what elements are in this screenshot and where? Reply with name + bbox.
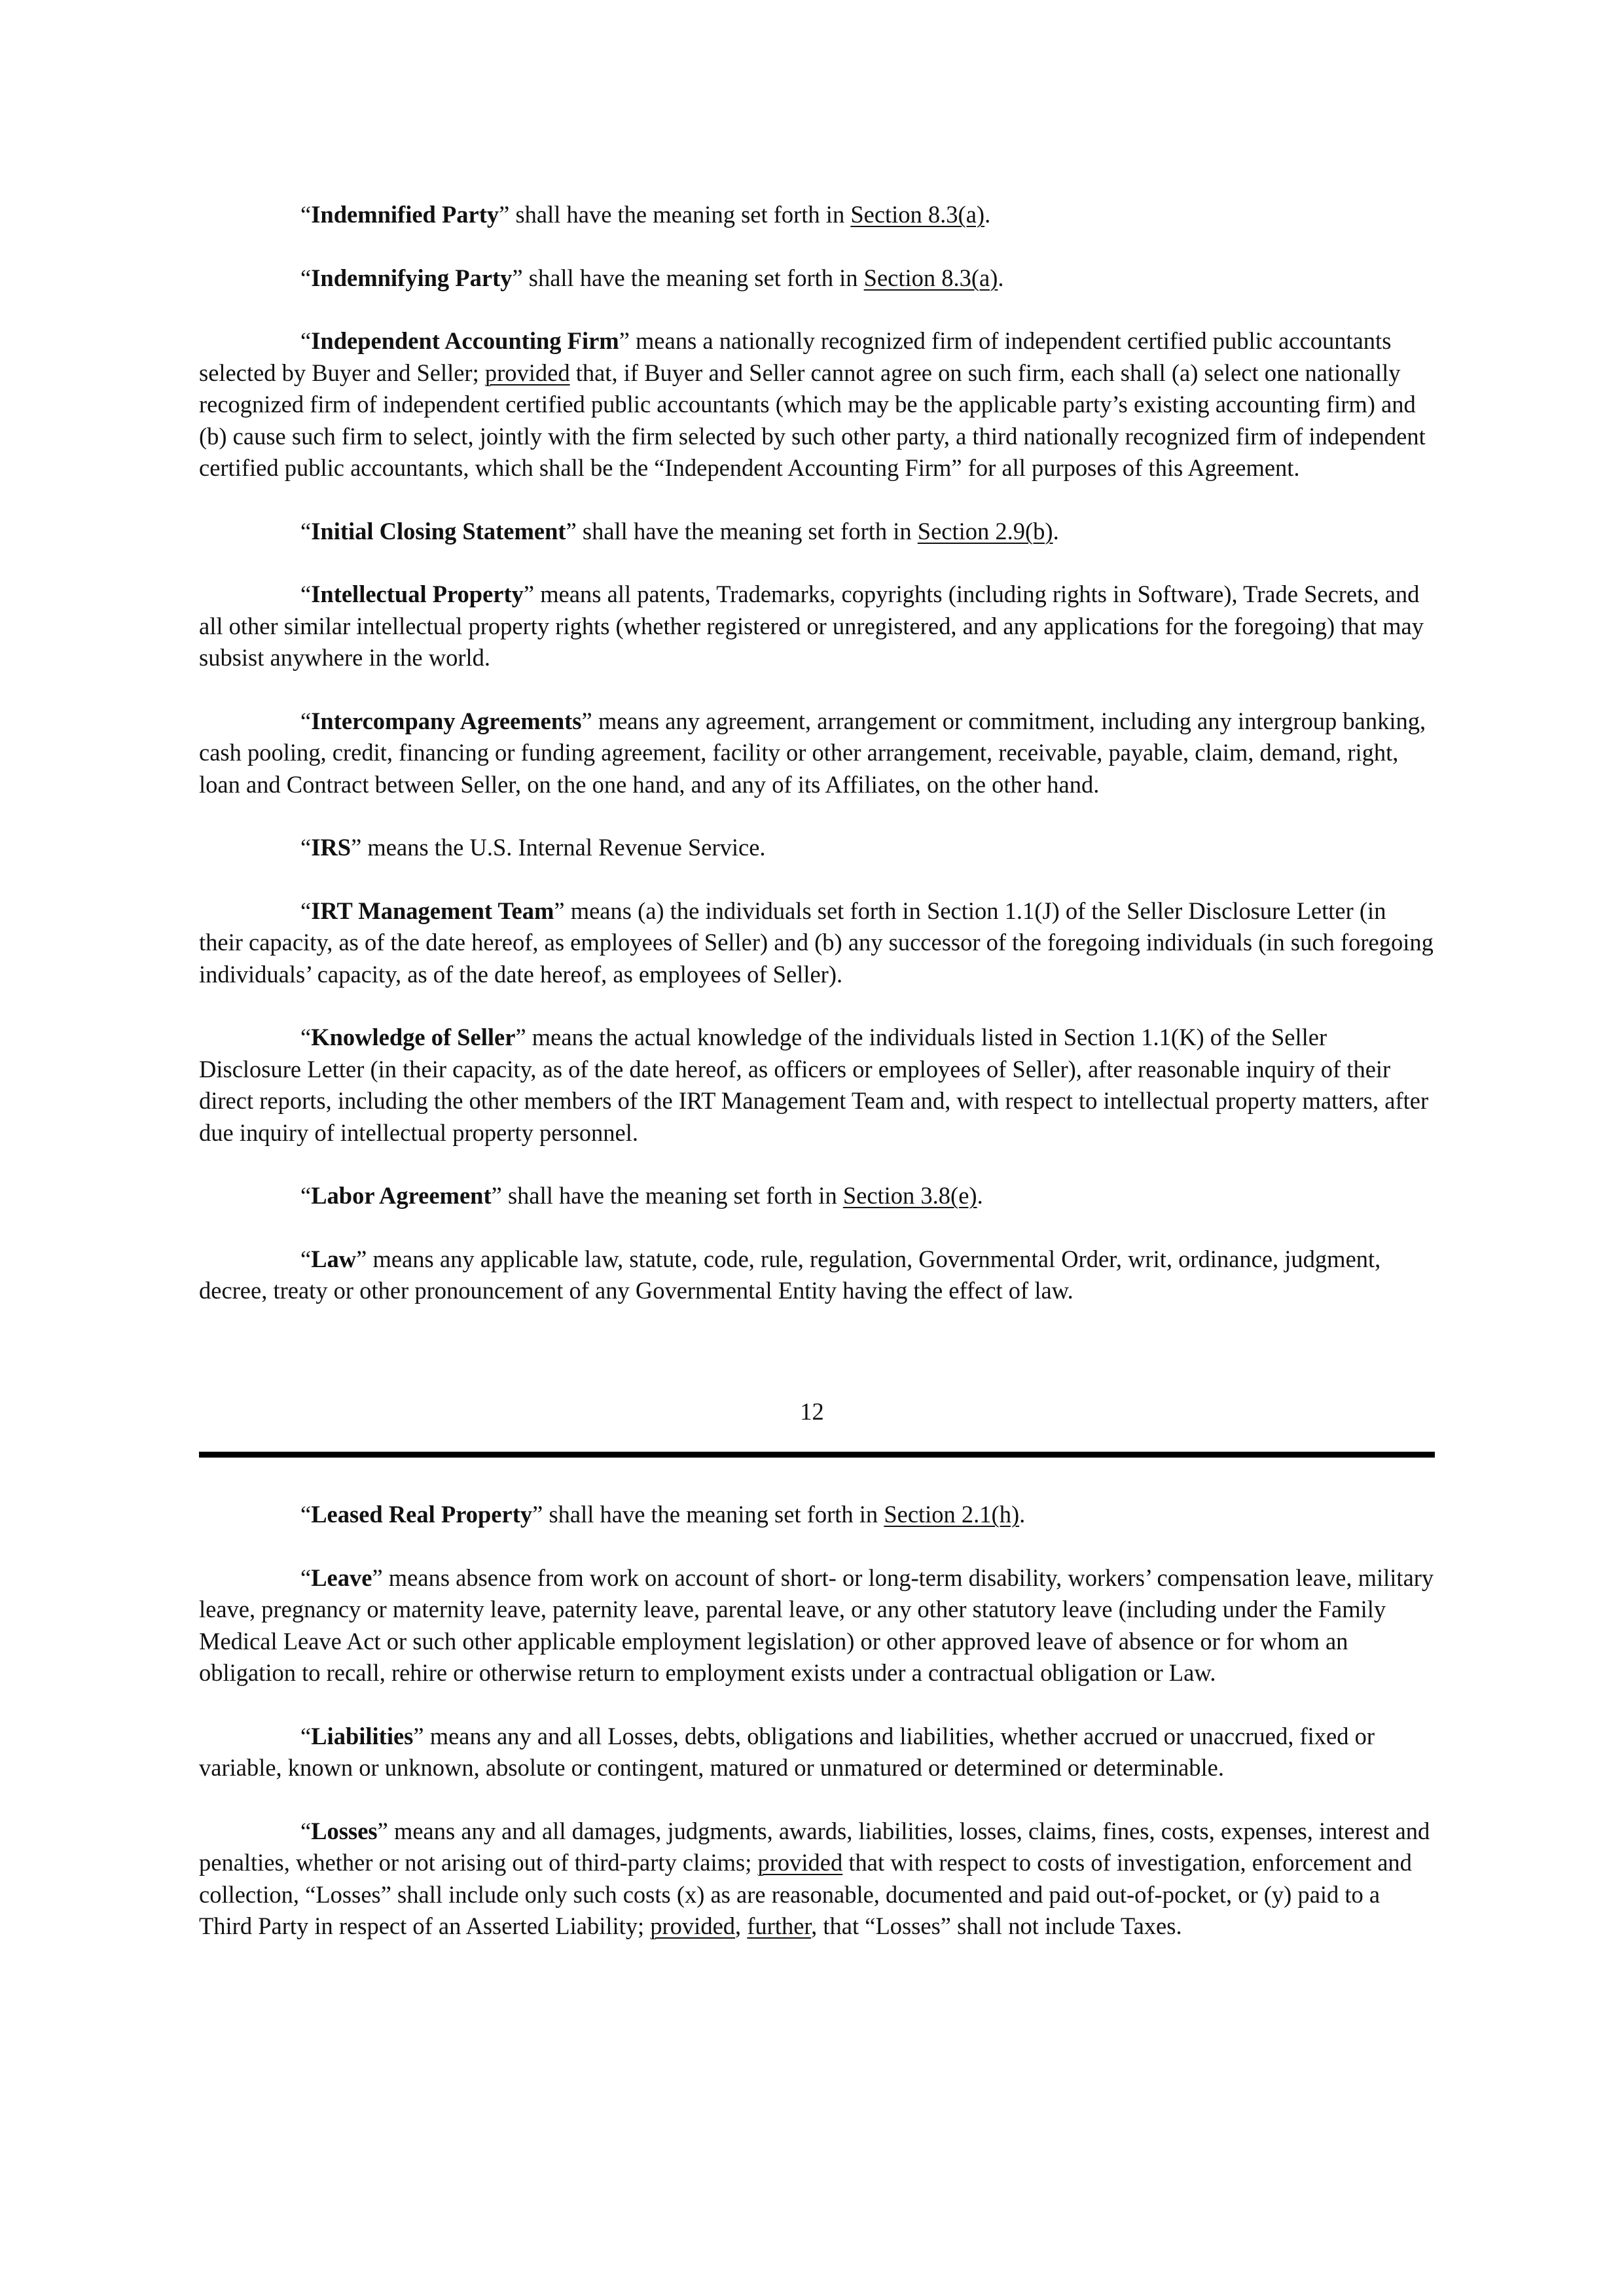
proviso-underline: provided <box>484 359 570 386</box>
definition-independent-accounting-firm: “Independent Accounting Firm” means a nationally recognized firm of independent certified public accountants selected by Buyer and Seller; provided that, if Buyer and Seller cannot agree on such firm, each shall (a) select one nationally recognized firm of independent certified public accountants (which may be the applicable party’s existing accounting firm) and (b) cause such firm to select, jointly with the firm selected by such other party, a third nationally recognized firm of independent certified public accountants, which shall be the “Independent Accounting Firm” for all purposes of this Agreement. <box>199 327 1426 481</box>
definition-knowledge-of-seller: “Knowledge of Seller” means the actual knowledge of the individuals listed in Section 1.1(K) of the Seller Disclosure Letter (in their capacity, as of the date hereof, as officers or employees of Seller), after reasonable inquiry of their direct reports, including the other members of the IRT Management Team and, with respect to intellectual property matters, after due inquiry of intellectual property personnel. <box>199 1024 1429 1146</box>
section-reference: Section 8.3(a) <box>850 201 985 228</box>
defined-term: Losses <box>311 1817 378 1844</box>
defined-term: IRT Management Team <box>311 897 554 924</box>
section-reference: Section 3.8(e) <box>842 1182 977 1209</box>
definition-law: “Law” means any applicable law, statute, code, rule, regulation, Governmental Order, writ, ordinance, judgment, decree, treaty or other pronouncement of any Governmental Entity having the effect of law. <box>199 1245 1381 1304</box>
definition-leased-real-property: “Leased Real Property” shall have the meaning set forth in Section 2.1(h). <box>300 1501 1026 1528</box>
definition-labor-agreement: “Labor Agreement” shall have the meaning set forth in Section 3.8(e). <box>300 1182 983 1209</box>
defined-term: Leave <box>311 1564 372 1591</box>
section-reference: Section 8.3(a) <box>863 264 998 291</box>
definitions-section-page-13 <box>199 1499 1435 1974</box>
defined-term: Leased Real Property <box>311 1501 533 1528</box>
section-reference: Section 2.1(h) <box>884 1501 1020 1528</box>
definition-losses: “Losses” means any and all damages, judgments, awards, liabilities, losses, claims, fines, costs, expenses, interest and penalties, whether or not arising out of third-party claims; provided that with respect to costs of investigation, enforcement and collection, “Losses” shall include only such costs (x) as are reasonable, documented and paid out-of-pocket, or (y) paid to a Third Party in respect of an Asserted Liability; provided, further, that “Losses” shall not include Taxes. <box>199 1817 1430 1939</box>
defined-term: Law <box>311 1245 357 1272</box>
definition-indemnified-party: “Indemnified Party” shall have the meaning set forth in Section 8.3(a). <box>300 201 991 228</box>
defined-term: IRS <box>311 834 352 861</box>
definitions-section-page-12 <box>199 199 1435 1338</box>
page-number: 12 <box>800 1398 824 1425</box>
defined-term: Initial Closing Statement <box>311 517 566 545</box>
definition-liabilities: “Liabilities” means any and all Losses, debts, obligations and liabilities, whether accrued or unaccrued, fixed or variable, known or unknown, absolute or contingent, matured or unmatured or determined or determinable. <box>199 1722 1375 1781</box>
definition-intellectual-property: “Intellectual Property” means all patents, Trademarks, copyrights (including rights in Software), Trade Secrets, and all other similar intellectual property rights (whether registered or unregistered, and any applications for the foregoing) that may subsist anywhere in the world. <box>199 581 1424 671</box>
section-reference: Section 2.9(b) <box>917 517 1053 545</box>
defined-term: Intercompany Agreements <box>311 707 582 734</box>
proviso-underline: provided <box>650 1912 736 1939</box>
defined-term: Independent Accounting Firm <box>311 327 619 354</box>
definition-intercompany-agreements: “Intercompany Agreements” means any agreement, arrangement or commitment, including any intergroup banking, cash pooling, credit, financing or funding agreement, facility or other arrangement, receivable, payable, claim, demand, right, loan and Contract between Seller, on the one hand, and any of its Affiliates, on the other hand. <box>199 707 1426 798</box>
defined-term: Liabilities <box>311 1722 414 1749</box>
defined-term: Labor Agreement <box>311 1182 492 1209</box>
definition-leave: “Leave” means absence from work on account of short- or long-term disability, workers’ compensation leave, military leave, pregnancy or maternity leave, paternity leave, parental leave, or any other statutory leave (including under the Family Medical Leave Act or such other applicable employment legislation) or other approved leave of absence or for whom an obligation to recall, rehire or otherwise return to employment exists under a contractual obligation or Law. <box>199 1564 1434 1686</box>
defined-term: Knowledge of Seller <box>311 1024 516 1050</box>
definition-initial-closing-statement: “Initial Closing Statement” shall have the meaning set forth in Section 2.9(b). <box>300 517 1059 545</box>
further-underline: further <box>747 1912 812 1939</box>
defined-term: Indemnifying Party <box>311 264 513 291</box>
definition-irs: “IRS” means the U.S. Internal Revenue Service. <box>300 834 766 861</box>
page-break-rule <box>199 1452 1435 1458</box>
proviso-underline: provided <box>757 1849 843 1876</box>
defined-term: Intellectual Property <box>311 581 524 607</box>
definition-irt-management-team: “IRT Management Team” means (a) the individuals set forth in Section 1.1(J) of the Seller Disclosure Letter (in their capacity, as of the date hereof, as employees of Seller) and (b) any successor of the foregoing individuals (in such foregoing individuals’ capacity, as of the date hereof, as employees of Seller). <box>199 897 1434 988</box>
defined-term: Indemnified Party <box>311 201 499 228</box>
definition-indemnifying-party: “Indemnifying Party” shall have the meaning set forth in Section 8.3(a). <box>300 264 1004 291</box>
